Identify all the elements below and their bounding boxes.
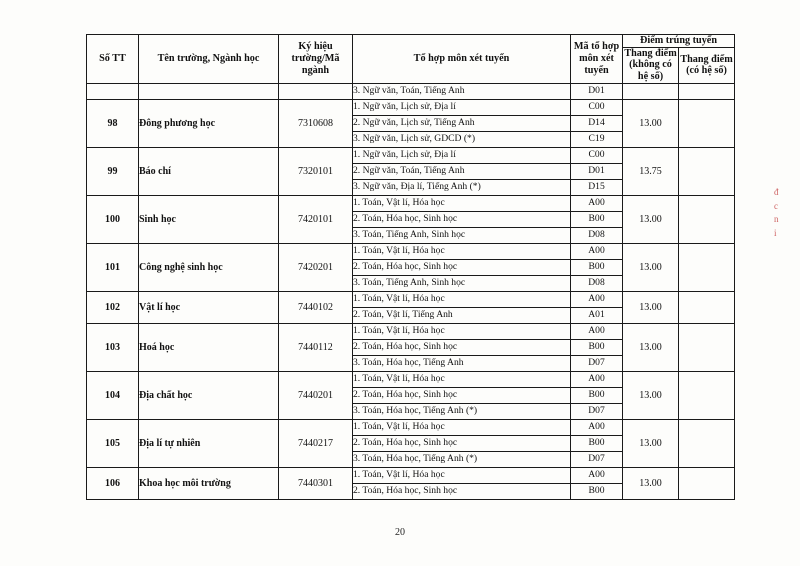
page-number: 20: [395, 527, 405, 538]
cell-major-code: 7440102: [279, 291, 353, 323]
margin-annotations: [774, 186, 790, 240]
cell-combination-code: D01: [571, 163, 623, 179]
cell-major-code: 7440112: [279, 323, 353, 371]
margin-mark-4: i: [774, 227, 777, 238]
cell-score-no-coefficient: 13.00: [623, 291, 679, 323]
cell-subject-combination: 1. Toán, Vật lí, Hóa học: [353, 419, 571, 435]
table-row: [87, 243, 735, 259]
cell-major-name: Sinh học: [139, 195, 279, 243]
margin-mark-2: c: [774, 200, 778, 211]
cell-subject-combination: 1. Toán, Vật lí, Hóa học: [353, 323, 571, 339]
cell-major-name: Địa chất học: [139, 371, 279, 419]
cell-subject-combination: 1. Toán, Vật lí, Hóa học: [353, 371, 571, 387]
cell-subject-combination: 2. Toán, Hóa học, Sinh học: [353, 339, 571, 355]
cell-score-with-coefficient: [679, 147, 735, 195]
cell-combination-code: A00: [571, 467, 623, 483]
cell-major-code: 7440201: [279, 371, 353, 419]
cell-stt: 99: [87, 147, 139, 195]
cell-combination-code: B00: [571, 435, 623, 451]
cell-major-code: 7310608: [279, 99, 353, 147]
table-row: [87, 195, 735, 211]
cell-subject-combination: 3. Ngữ văn, Toán, Tiếng Anh: [353, 83, 571, 99]
cell-major-name: [139, 83, 279, 99]
cell-combination-code: A00: [571, 419, 623, 435]
admission-table-container: [86, 34, 734, 500]
header-benchmark-score: Điểm trúng tuyển: [623, 35, 735, 48]
cell-stt: 98: [87, 99, 139, 147]
cell-subject-combination: 1. Toán, Vật lí, Hóa học: [353, 291, 571, 307]
cell-stt: 103: [87, 323, 139, 371]
cell-major-name: Báo chí: [139, 147, 279, 195]
cell-combination-code: C00: [571, 99, 623, 115]
cell-combination-code: D08: [571, 227, 623, 243]
cell-score-no-coefficient: 13.00: [623, 195, 679, 243]
cell-subject-combination: 1. Toán, Vật lí, Hóa học: [353, 195, 571, 211]
cell-stt: 106: [87, 467, 139, 499]
table-row: [87, 371, 735, 387]
table-header-row-1: [87, 35, 735, 48]
cell-subject-combination: 1. Toán, Vật lí, Hóa học: [353, 467, 571, 483]
header-combination-code: Mã tổ hợp môn xét tuyển: [571, 35, 623, 84]
cell-combination-code: D07: [571, 451, 623, 467]
cell-major-name: Đông phương học: [139, 99, 279, 147]
table-body: [87, 83, 735, 499]
cell-subject-combination: 3. Toán, Hóa học, Tiếng Anh (*): [353, 451, 571, 467]
cell-subject-combination: 2. Ngữ văn, Lịch sử, Tiếng Anh: [353, 115, 571, 131]
cell-subject-combination: 3. Ngữ văn, Lịch sử, GDCD (*): [353, 131, 571, 147]
header-stt: Số TT: [87, 35, 139, 84]
cell-combination-code: B00: [571, 339, 623, 355]
cell-score-with-coefficient: [679, 291, 735, 323]
cell-score-with-coefficient: [679, 83, 735, 99]
cell-combination-code: A00: [571, 291, 623, 307]
cell-combination-code: C19: [571, 131, 623, 147]
cell-score-no-coefficient: 13.00: [623, 467, 679, 499]
cell-score-no-coefficient: 13.00: [623, 99, 679, 147]
cell-subject-combination: 3. Toán, Tiếng Anh, Sinh học: [353, 275, 571, 291]
cell-score-no-coefficient: 13.75: [623, 147, 679, 195]
cell-combination-code: B00: [571, 211, 623, 227]
table-row: [87, 467, 735, 483]
cell-subject-combination: 1. Ngữ văn, Lịch sử, Địa lí: [353, 99, 571, 115]
cell-score-with-coefficient: [679, 419, 735, 467]
header-school-code: Ký hiệu trường/Mã ngành: [279, 35, 353, 84]
cell-score-with-coefficient: [679, 195, 735, 243]
cell-major-code: [279, 83, 353, 99]
cell-subject-combination: 3. Ngữ văn, Địa lí, Tiếng Anh (*): [353, 179, 571, 195]
header-score-with-coefficient: Thang điểm (có hệ số): [679, 47, 735, 83]
cell-combination-code: A00: [571, 195, 623, 211]
cell-stt: 102: [87, 291, 139, 323]
cell-stt: 104: [87, 371, 139, 419]
cell-combination-code: D08: [571, 275, 623, 291]
cell-score-with-coefficient: [679, 467, 735, 499]
cell-major-code: 7420201: [279, 243, 353, 291]
cell-combination-code: A00: [571, 371, 623, 387]
cell-score-with-coefficient: [679, 323, 735, 371]
cell-major-name: Khoa học môi trường: [139, 467, 279, 499]
table-row: [87, 83, 735, 99]
cell-subject-combination: 3. Toán, Hóa học, Tiếng Anh (*): [353, 403, 571, 419]
cell-subject-combination: 1. Toán, Vật lí, Hóa học: [353, 243, 571, 259]
cell-combination-code: D01: [571, 83, 623, 99]
cell-subject-combination: 2. Toán, Hóa học, Sinh học: [353, 483, 571, 499]
cell-major-name: Vật lí học: [139, 291, 279, 323]
table-row: [87, 99, 735, 115]
cell-stt: 105: [87, 419, 139, 467]
margin-mark-1: đ: [774, 187, 779, 197]
cell-score-no-coefficient: 13.00: [623, 323, 679, 371]
cell-subject-combination: 1. Ngữ văn, Lịch sử, Địa lí: [353, 147, 571, 163]
cell-combination-code: D14: [571, 115, 623, 131]
cell-combination-code: D15: [571, 179, 623, 195]
cell-combination-code: D07: [571, 403, 623, 419]
margin-mark-3: n: [774, 214, 779, 224]
cell-major-name: Hoá học: [139, 323, 279, 371]
cell-combination-code: B00: [571, 387, 623, 403]
cell-major-code: 7320101: [279, 147, 353, 195]
cell-subject-combination: 2. Toán, Hóa học, Sinh học: [353, 435, 571, 451]
cell-combination-code: A00: [571, 323, 623, 339]
cell-combination-code: D07: [571, 355, 623, 371]
header-school-major: Tên trường, Ngành học: [139, 35, 279, 84]
cell-major-code: 7420101: [279, 195, 353, 243]
table-row: [87, 291, 735, 307]
cell-subject-combination: 2. Ngữ văn, Toán, Tiếng Anh: [353, 163, 571, 179]
table-header: [87, 35, 735, 84]
table-row: [87, 147, 735, 163]
cell-major-code: 7440217: [279, 419, 353, 467]
table-row: [87, 419, 735, 435]
cell-stt: 101: [87, 243, 139, 291]
cell-subject-combination: 3. Toán, Hóa học, Tiếng Anh: [353, 355, 571, 371]
cell-combination-code: A01: [571, 307, 623, 323]
cell-combination-code: B00: [571, 483, 623, 499]
cell-combination-code: A00: [571, 243, 623, 259]
cell-stt: [87, 83, 139, 99]
cell-score-with-coefficient: [679, 243, 735, 291]
cell-major-code: 7440301: [279, 467, 353, 499]
cell-subject-combination: 2. Toán, Hóa học, Sinh học: [353, 211, 571, 227]
header-score-no-coefficient: Thang điểm (không có hệ số): [624, 47, 677, 83]
cell-major-name: Công nghệ sinh học: [139, 243, 279, 291]
cell-major-name: Địa lí tự nhiên: [139, 419, 279, 467]
cell-score-no-coefficient: 13.00: [623, 243, 679, 291]
cell-stt: 100: [87, 195, 139, 243]
cell-score-no-coefficient: 13.00: [623, 371, 679, 419]
cell-subject-combination: 3. Toán, Tiếng Anh, Sinh học: [353, 227, 571, 243]
header-subject-combination: Tổ hợp môn xét tuyển: [353, 35, 571, 84]
cell-combination-code: C00: [571, 147, 623, 163]
cell-score-no-coefficient: 13.00: [623, 419, 679, 467]
cell-score-with-coefficient: [679, 371, 735, 419]
cell-score-with-coefficient: [679, 99, 735, 147]
cell-subject-combination: 2. Toán, Hóa học, Sinh học: [353, 387, 571, 403]
cell-combination-code: B00: [571, 259, 623, 275]
cell-score-no-coefficient: [623, 83, 679, 99]
cell-subject-combination: 2. Toán, Hóa học, Sinh học: [353, 259, 571, 275]
table-row: [87, 323, 735, 339]
admission-score-table: [86, 34, 735, 500]
cell-subject-combination: 2. Toán, Vật lí, Tiếng Anh: [353, 307, 571, 323]
